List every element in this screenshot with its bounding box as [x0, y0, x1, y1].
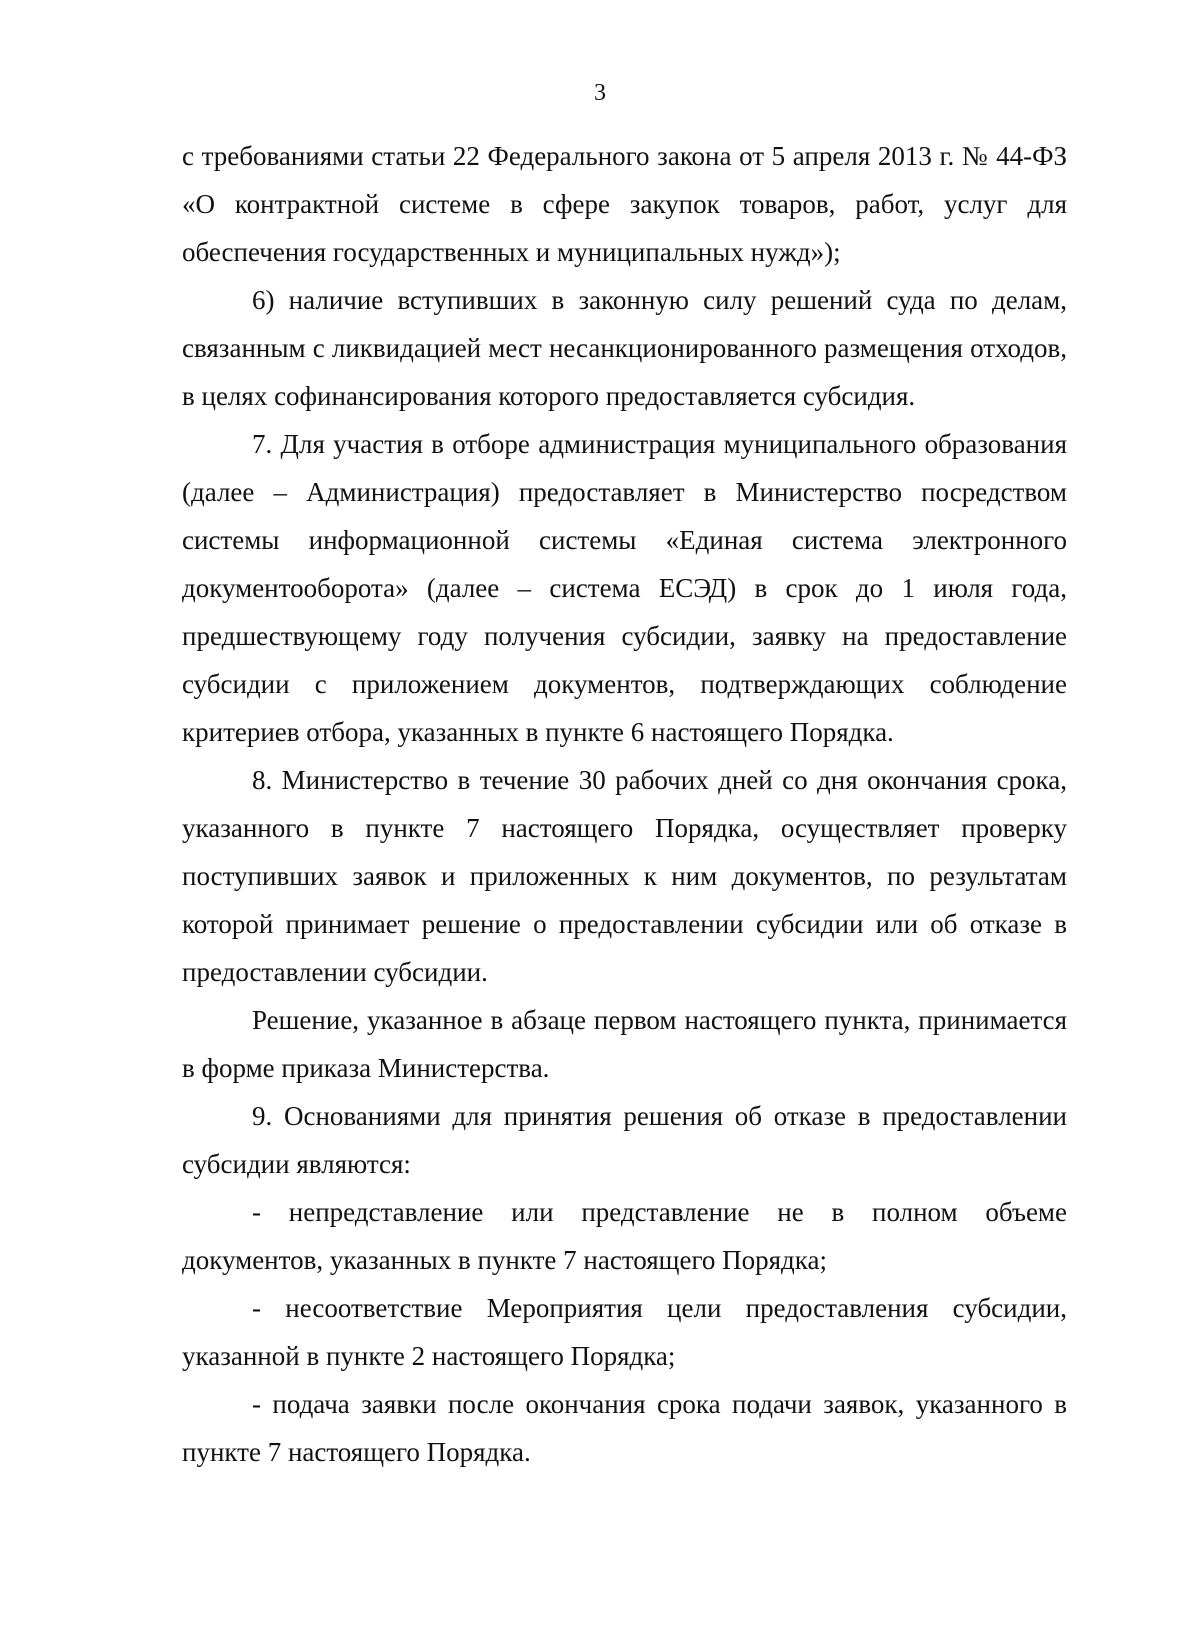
- paragraph-item-9: 9. Основаниями для принятия решения об отказе в предоставлении субсидии являются:: [182, 1101, 1067, 1179]
- paragraph-item-8-decision: Решение, указанное в абзаце первом настоящего пункта, принимается в форме приказа Министерства.: [182, 1005, 1067, 1083]
- paragraph-item-6: 6) наличие вступивших в законную силу решений суда по делам, связанным с ликвидацией мест несанкционированного размещения отходов, в целях софинансирования которого предоставляется субсидия.: [182, 285, 1067, 411]
- paragraph-item-9-reason-1: - непредставление или представление не в полном объеме документов, указанных в пункте 7 настоящего Порядка;: [182, 1197, 1067, 1275]
- paragraph-item-9-reason-3: - подача заявки после окончания срока подачи заявок, указанного в пункте 7 настоящего Порядка.: [182, 1389, 1067, 1467]
- paragraph-item-8: 8. Министерство в течение 30 рабочих дней со дня окончания срока, указанного в пункте 7 настоящего Порядка, осуществляет проверку поступивших заявок и приложенных к ним документов, по результатам которой принимает решение о предоставлении субсидии или об отказе в предоставлении субсидии.: [182, 765, 1067, 987]
- paragraph-item-7: 7. Для участия в отборе администрация муниципального образования (далее – Администрация) предоставляет в Министерство посредством системы информационной системы «Единая система электронного документооборота» (далее – система ЕСЭД) в срок до 1 июля года, предшествующему году получения субсидии, заявку на предоставление субсидии с приложением документов, подтверждающих соблюдение критериев отбора, указанных в пункте 6 настоящего Порядка.: [182, 429, 1067, 747]
- paragraph-continuation: с требованиями статьи 22 Федерального закона от 5 апреля 2013 г. № 44-ФЗ «О контрактной системе в сфере закупок товаров, работ, услуг для обеспечения государственных и муниципальных нужд»);: [182, 141, 1067, 267]
- document-body: [182, 132, 1067, 1476]
- paragraph-item-9-reason-2: - несоответствие Мероприятия цели предоставления субсидии, указанной в пункте 2 настоящего Порядка;: [182, 1293, 1067, 1371]
- page-number: 3: [594, 80, 606, 106]
